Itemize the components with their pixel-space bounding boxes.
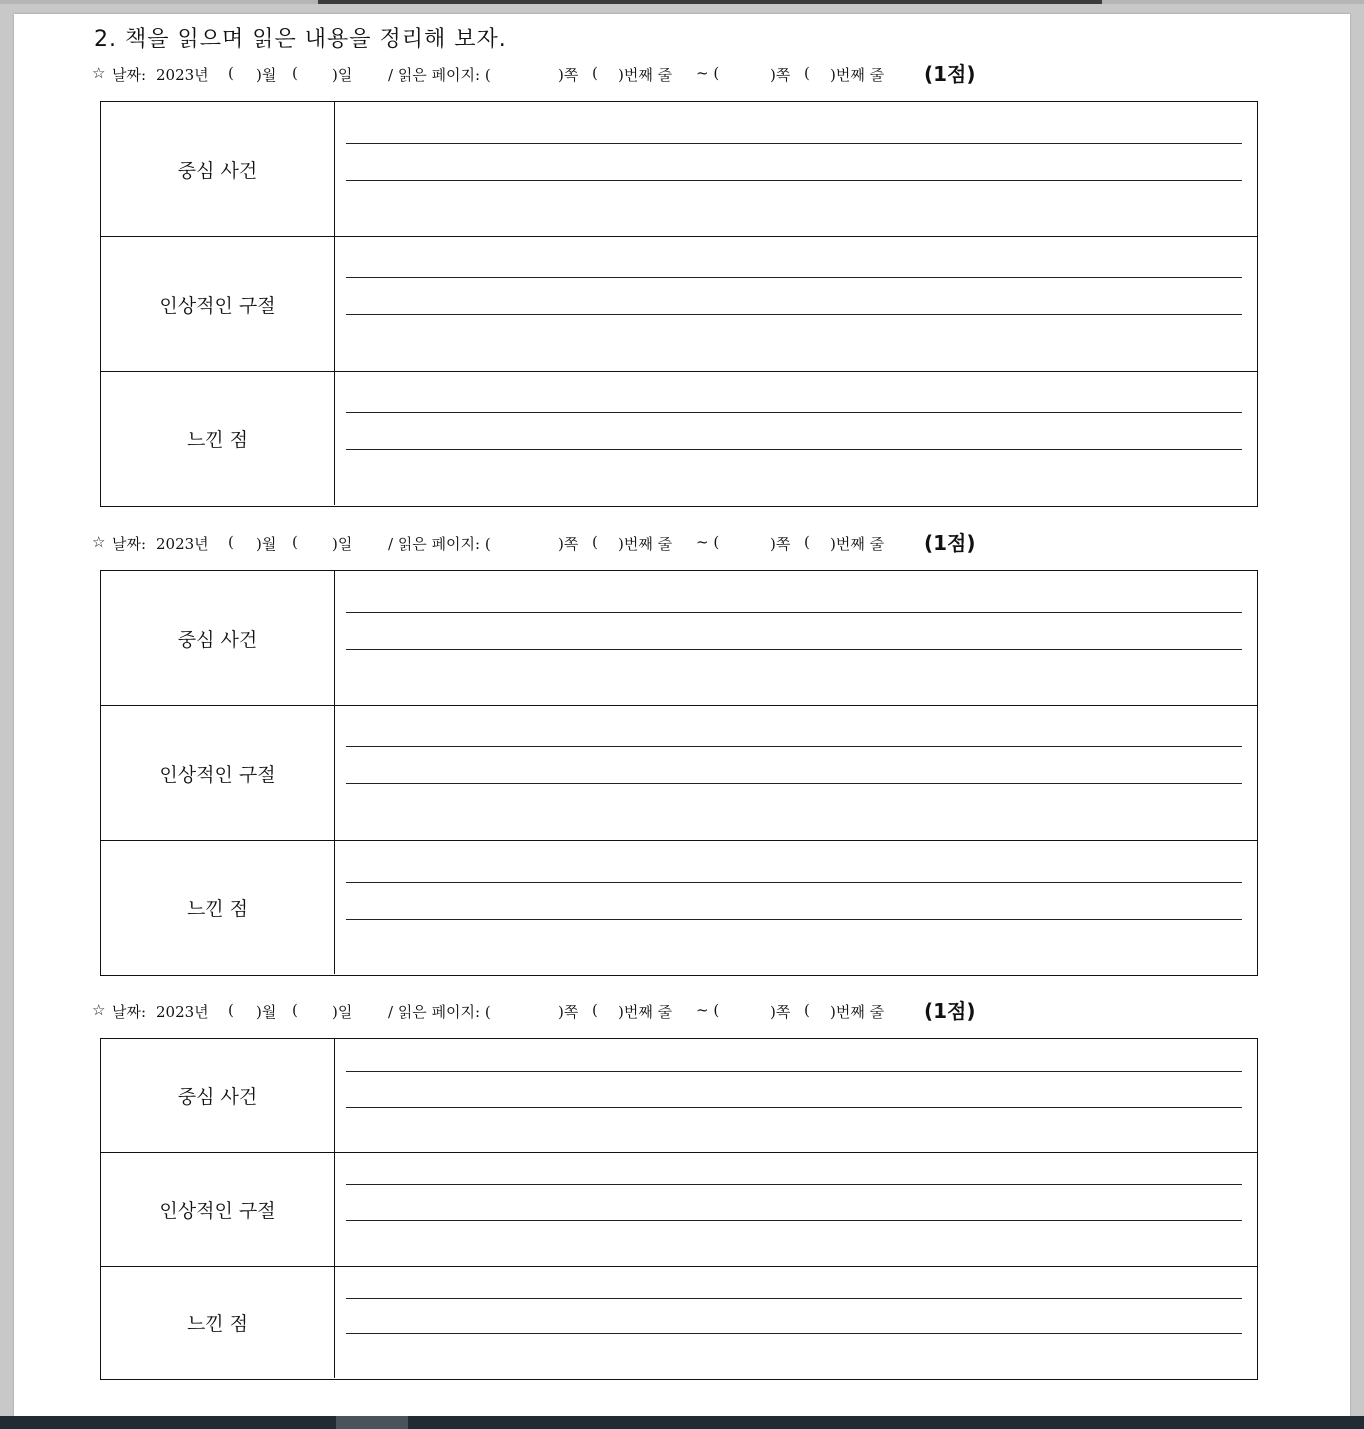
- read-pages-label: / 읽은 페이지: (: [388, 66, 491, 84]
- writing-line: [346, 783, 1242, 784]
- writing-area[interactable]: [335, 372, 1257, 505]
- line-end-text: )번째 줄: [830, 1003, 885, 1021]
- row-feeling: [101, 1267, 1257, 1378]
- writing-line: [346, 449, 1242, 450]
- line-end-open-paren: (: [804, 533, 810, 551]
- entry-table: [100, 1038, 1258, 1380]
- tilde-text: ~ (: [696, 64, 720, 82]
- writing-line: [346, 649, 1242, 650]
- read-pages-label: / 읽은 페이지: (: [388, 535, 491, 553]
- row-label: 느낀 점: [101, 372, 335, 505]
- writing-line: [346, 1333, 1242, 1334]
- line-end-text: )번째 줄: [830, 535, 885, 553]
- month-open-paren: (: [228, 64, 234, 82]
- writing-line: [346, 612, 1242, 613]
- year-text: 2023년: [156, 535, 209, 553]
- points-label: (1점): [924, 62, 976, 86]
- row-event: [101, 571, 1257, 706]
- month-open-paren: (: [228, 533, 234, 551]
- month-open-paren: (: [228, 1001, 234, 1019]
- row-quote: [101, 1153, 1257, 1267]
- star-icon: ☆: [92, 1001, 106, 1019]
- points-label: (1점): [924, 999, 976, 1023]
- row-quote: [101, 237, 1257, 372]
- month-text: )월: [256, 1003, 277, 1021]
- day-open-paren: (: [292, 533, 298, 551]
- date-label: 날짜:: [112, 1003, 147, 1021]
- tilde-text: ~ (: [696, 533, 720, 551]
- points-label: (1점): [924, 531, 976, 555]
- month-text: )월: [256, 66, 277, 84]
- year-text: 2023년: [156, 1003, 209, 1021]
- writing-line: [346, 1071, 1242, 1072]
- row-label: 느낀 점: [101, 1267, 335, 1378]
- writing-line: [346, 314, 1242, 315]
- read-pages-label: / 읽은 페이지: (: [388, 1003, 491, 1021]
- row-label: 느낀 점: [101, 841, 335, 974]
- writing-area[interactable]: [335, 1267, 1257, 1378]
- row-event: [101, 102, 1257, 237]
- question-title: 2. 책을 읽으며 읽은 내용을 정리해 보자.: [94, 27, 507, 52]
- writing-area[interactable]: [335, 571, 1257, 705]
- star-icon: ☆: [92, 533, 106, 551]
- writing-line: [346, 1298, 1242, 1299]
- writing-area[interactable]: [335, 237, 1257, 371]
- writing-area[interactable]: [335, 1039, 1257, 1152]
- row-label: 인상적인 구절: [101, 706, 335, 840]
- row-label: 중심 사건: [101, 571, 335, 705]
- page-start-text: )쪽: [558, 66, 579, 84]
- row-quote: [101, 706, 1257, 841]
- writing-line: [346, 143, 1242, 144]
- page-start-text: )쪽: [558, 535, 579, 553]
- document-page: [14, 14, 1350, 1416]
- day-open-paren: (: [292, 1001, 298, 1019]
- writing-line: [346, 882, 1242, 883]
- taskbar-active-item[interactable]: [336, 1416, 408, 1429]
- line-start-open-paren: (: [592, 64, 598, 82]
- writing-line: [346, 746, 1242, 747]
- writing-line: [346, 412, 1242, 413]
- writing-area[interactable]: [335, 706, 1257, 840]
- line-start-open-paren: (: [592, 1001, 598, 1019]
- line-end-text: )번째 줄: [830, 66, 885, 84]
- writing-line: [346, 180, 1242, 181]
- row-feeling: [101, 372, 1257, 505]
- writing-area[interactable]: [335, 1153, 1257, 1266]
- writing-line: [346, 1220, 1242, 1221]
- writing-line: [346, 1184, 1242, 1185]
- page-start-text: )쪽: [558, 1003, 579, 1021]
- entry-table: [100, 570, 1258, 976]
- page-end-text: )쪽: [770, 535, 791, 553]
- day-text: )일: [332, 66, 353, 84]
- day-text: )일: [332, 535, 353, 553]
- line-start-text: )번째 줄: [618, 1003, 673, 1021]
- row-label: 중심 사건: [101, 1039, 335, 1152]
- date-label: 날짜:: [112, 66, 147, 84]
- writing-line: [346, 277, 1242, 278]
- bottom-taskbar: [0, 1416, 1364, 1429]
- date-label: 날짜:: [112, 535, 147, 553]
- writing-line: [346, 1107, 1242, 1108]
- year-text: 2023년: [156, 66, 209, 84]
- writing-area[interactable]: [335, 102, 1257, 236]
- page-end-text: )쪽: [770, 66, 791, 84]
- writing-area[interactable]: [335, 841, 1257, 974]
- line-start-text: )번째 줄: [618, 535, 673, 553]
- row-label: 중심 사건: [101, 102, 335, 236]
- line-start-text: )번째 줄: [618, 66, 673, 84]
- line-end-open-paren: (: [804, 1001, 810, 1019]
- writing-line: [346, 919, 1242, 920]
- month-text: )월: [256, 535, 277, 553]
- row-label: 인상적인 구절: [101, 1153, 335, 1266]
- line-end-open-paren: (: [804, 64, 810, 82]
- line-start-open-paren: (: [592, 533, 598, 551]
- row-label: 인상적인 구절: [101, 237, 335, 371]
- row-event: [101, 1039, 1257, 1153]
- tilde-text: ~ (: [696, 1001, 720, 1019]
- top-toolbar-strip: [318, 0, 1102, 4]
- star-icon: ☆: [92, 64, 106, 82]
- entry-table: [100, 101, 1258, 507]
- day-text: )일: [332, 1003, 353, 1021]
- page-end-text: )쪽: [770, 1003, 791, 1021]
- day-open-paren: (: [292, 64, 298, 82]
- row-feeling: [101, 841, 1257, 974]
